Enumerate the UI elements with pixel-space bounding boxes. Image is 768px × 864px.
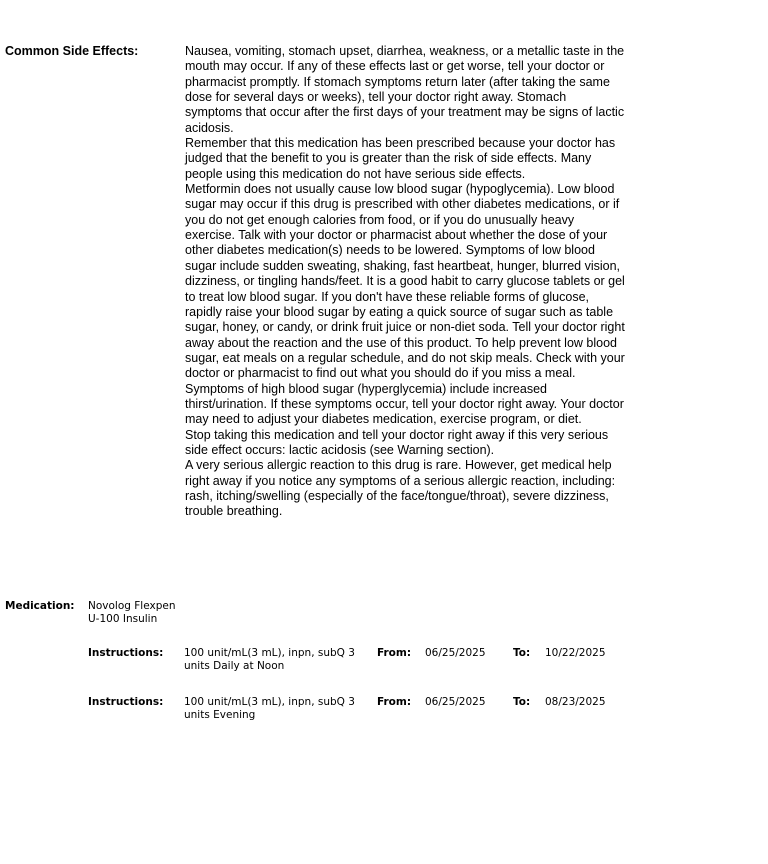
medication-name: Novolog Flexpen U-100 Insulin: [88, 600, 176, 625]
to-label: To:: [513, 647, 531, 659]
side-effects-paragraph: Stop taking this medication and tell your doctor right away if this very serious side effect occurs: lactic acidosis (see Warning section).: [185, 427, 609, 457]
from-date: 06/25/2025: [425, 647, 486, 659]
to-date: 10/22/2025: [545, 647, 606, 659]
side-effects-paragraph: Remember that this medication has been prescribed because your doctor has judged that the benefit to you is greater than the risk of side effects. Many people using this medication do not have serious side effects.: [185, 136, 616, 181]
side-effects-body: [185, 44, 625, 520]
from-label: From:: [377, 647, 412, 659]
side-effects-paragraph: Nausea, vomiting, stomach upset, diarrhea, weakness, or a metallic taste in the mouth may occur. If any of these effects last or get worse, tell your doctor or pharmacist promptly. If stomach symptoms return later (after taking the same dose for several days or weeks), tell your doctor right away. Stomach symptoms that occur after the first days of your treatment may be signs of lactic acidosis.: [185, 44, 625, 135]
side-effects-label: Common Side Effects:: [5, 44, 139, 58]
instructions-label: Instructions:: [88, 647, 164, 659]
side-effects-paragraph: Metformin does not usually cause low blood sugar (hypoglycemia). Low blood sugar may occur if this drug is prescribed with other diabetes medications, or if you do not get enough calories from food, or if you do unusually heavy exercise. Talk with your doctor or pharmacist about whether the dose of your other diabetes medication(s) needs to be lowered. Symptoms of low blood sugar include sudden sweating, shaking, fast heartbeat, hunger, blurred vision, dizziness, or tingling hands/feet. It is a good habit to carry glucose tablets or gel to treat low blood sugar. If you don't have these reliable forms of glucose, rapidly raise your blood sugar by eating a quick source of sugar such as table sugar, honey, or candy, or drink fruit juice or non-diet soda. Tell your doctor right away about the reaction and the use of this product. To help prevent low blood sugar, eat meals on a regular schedule, and do not skip meals. Check with your doctor or pharmacist to find out what you should do if you miss a meal.: [185, 182, 625, 381]
from-date: 06/25/2025: [425, 696, 486, 708]
instructions-label: Instructions:: [88, 696, 164, 708]
instructions-text: 100 unit/mL(3 mL), inpn, subQ 3 units Daily at Noon: [184, 647, 355, 672]
side-effects-paragraph: Symptoms of high blood sugar (hyperglycemia) include increased thirst/urination. If these symptoms occur, tell your doctor right away. Your doctor may need to adjust your diabetes medication, exercise program, or diet.: [185, 381, 624, 427]
medication-label: Medication:: [5, 600, 75, 612]
instructions-text: 100 unit/mL(3 mL), inpn, subQ 3 units Evening: [184, 696, 355, 721]
to-date: 08/23/2025: [545, 696, 606, 708]
from-label: From:: [377, 696, 412, 708]
to-label: To:: [513, 696, 531, 708]
side-effects-paragraph: A very serious allergic reaction to this drug is rare. However, get medical help right away if you notice any symptoms of a serious allergic reaction, including: rash, itching/swelling (especially of the face/tongue/throat), severe dizziness, trouble breathing.: [185, 458, 616, 519]
